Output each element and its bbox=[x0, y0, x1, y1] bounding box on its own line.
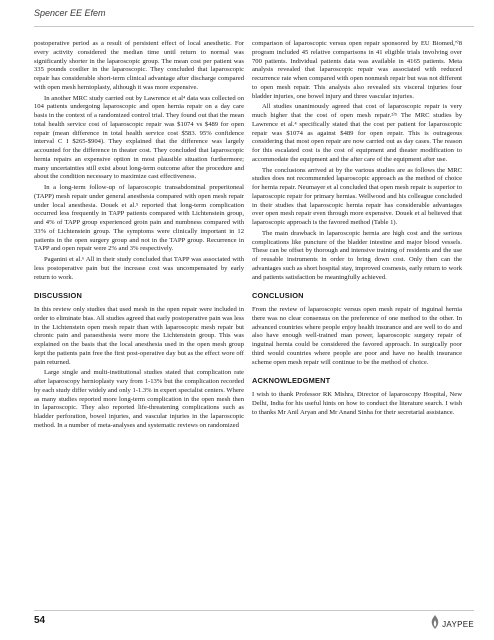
conclusion-heading: CONCLUSION bbox=[252, 291, 304, 301]
right-column bbox=[252, 40, 462, 419]
body-paragraph: comparison of laparoscopic versus open repair sponsored by EU Biomed,⁷ˀ8 program included 45 relative comparisons in 41 eligible trials involving over 700 patients. Individual patients data was available in 4165 patients. Meta analysis revealed that laparoscopic repair was associated with reduced recurrence rate when compared with open nonmesh repair but was not different to open mesh repair. This analysis also revealed six visceral injuries four bladder injuries, one bowel injury and three vascular injuries. bbox=[252, 40, 462, 100]
body-paragraph: All studies unanimously agreed that cost of laparoscopic repair is very much higher that the cost of open mesh repair.²ˀ⁵ The MRC studies by Lawrence et al.⁴ specifically stated that the cost per patient for laparoscopic repair was $1074 as against $489 for open repair. This is outrageous considering that most open repair are now carried out as day cases. The reason for this escalated cost is the cost of equipment and theater modification to accommodate the equipment and the after care of the equipment after use. bbox=[252, 103, 462, 163]
body-paragraph: postoperative period as a result of persistent effect of local anesthetic. For every activity considered the median time until return to normal was significantly shorter in the laparoscopic group. The mean cost per patient was 335 pounds costlier in the laparoscopic. They concluded that laparoscopic repair has considerable short-term clinical advantage after discharge compared with open mesh hernioplasty, although it was more expensive. bbox=[34, 40, 244, 91]
body-paragraph: The main drawback in laparoscopic hernia are high cost and the serious complications like puncture of the bladder intestine and major blood vessels. These can be offset by thorough and intensive training of residents and the use of reusable instruments in order to bring down cost. Only then can the advantages such as short hospital stay, improved cosmesis, early return to work and patients satisfaction be meaningfully achieved. bbox=[252, 229, 462, 281]
publisher-name: JAYPEE bbox=[442, 619, 474, 629]
publisher-mark bbox=[430, 615, 474, 629]
body-paragraph: In a long-term follow-up of laparoscopic transabdominal preperitoneal (TAPP) mesh repair under general anesthesia compared with open mesh repair under local anesthesia. Douek et al.⁵ reported that long-term complication occurred less frequently in TAPP patients compared with Lichtenstein group, and 4% of TAPP group experienced groin pain and numbness compared with 33% of Lichtenstein group. The symptoms were clinically important in 12 patients in the open surgery group and not in the TAPP group. Recurrence in TAPP and open repair were 2% and 3% respectively. bbox=[34, 184, 244, 253]
page-footer bbox=[34, 610, 474, 634]
acknowledgment-heading: ACKNOWLEDGMENT bbox=[252, 376, 331, 386]
left-column bbox=[34, 40, 244, 433]
body-paragraph: The conclusions arrived at by the various studies are as follows the MRC studies does not recommended laparoscopic approach as the method of choice for hernia repair. Neumayer et al concluded that open mesh repair is superior to laparoscopic repair for primary hernias. Wellwood and his colleague concluded in their studies that laparoscopic hernia repair has considerable advantages over open mesh repair even through more expensive. Douek et al believed that laparoscopic approach is the favored method (Table 1). bbox=[252, 166, 462, 226]
acknowledgment-paragraph: I wish to thank Professor RK Mishra, Director of laparoscopy Hospital, New Delhi, India for his useful hints on how to conduct the literature search. I wish to thanks Mr Anil Aryan and Mr Anand Sinha for their secretarial assistance. bbox=[252, 391, 462, 416]
conclusion-paragraph: From the review of laparoscopic versus open mesh repair of inguinal hernia there was no clear consensus on the preference of one method to the other. In advanced countries where people enjoy health insurance and are well to do and also have enough well-trained man power, laparoscopic surgery repair of inguinal hernia could be considered the favored approach. In surgically poor third would countries where people are poor and have no health insurance scheme open mesh repair will continue to be the method of choice. bbox=[252, 306, 462, 366]
jaypee-flame-icon bbox=[430, 615, 440, 629]
discussion-heading: DISCUSSION bbox=[34, 291, 82, 301]
discussion-paragraph: In this review only studies that used mesh in the open repair were included in order to eliminate bias. All studies agreed that early postoperative pain was less in the Lichtenstein open mesh repair than with laparoscopic mesh repair but chronic pain and paraesthesia were more the Lichtenstein group. This was explained on the basis that the local anesthesia used in the open mesh group kept the patients pain free the first post-operative day but as the effect wore off pain returned. bbox=[34, 306, 244, 366]
discussion-paragraph: Large single and multi-institutional studies stated that complication rate after laparoscopy hernioplasty vary from 1-13% but the complication recorded by each study differ widely and only 1-1.3% in expert specialist centers. Where as many studies reported more long-term complication in the open mesh then in laparoscopic. They also reported life-threatening complications such as bladder perforation, bowel injuries, and vascular injuries in the laparoscopic method. In a number of meta-analyses and systematic reviews on randomized bbox=[34, 369, 244, 429]
page-number: 54 bbox=[34, 615, 46, 626]
body-paragraph: Paganini et al.⁶ All in their study concluded that TAPP was associated with less postoperative pain but the increase cost was uncompensated by early return to work. bbox=[34, 256, 244, 281]
body-paragraph: In another MRC study carried out by Lawrence et al⁴ data was collected on 104 patients undergoing laparoscopic and open hernia repair on a day care basis in the context of a randomized control trial. They found out that the mean total health service cost of laparoscopic repair was $1074 vs $489 for open repair (mean difference in total health service cost $583. 95% confidence interval C I $265-$904). They explained that the difference was largely accounted for the difference in theater cost. They concluded that laparoscopic hernia repairs an expensive option in most plausible situation furthermore; many uncertainties still exist about long-term outcome after the procedure and about the condition necessary to maximize cast effectiveness. bbox=[34, 94, 244, 181]
page-header bbox=[34, 8, 474, 27]
running-head: Spencer EE Efem bbox=[34, 8, 106, 18]
footer-divider bbox=[34, 610, 474, 611]
